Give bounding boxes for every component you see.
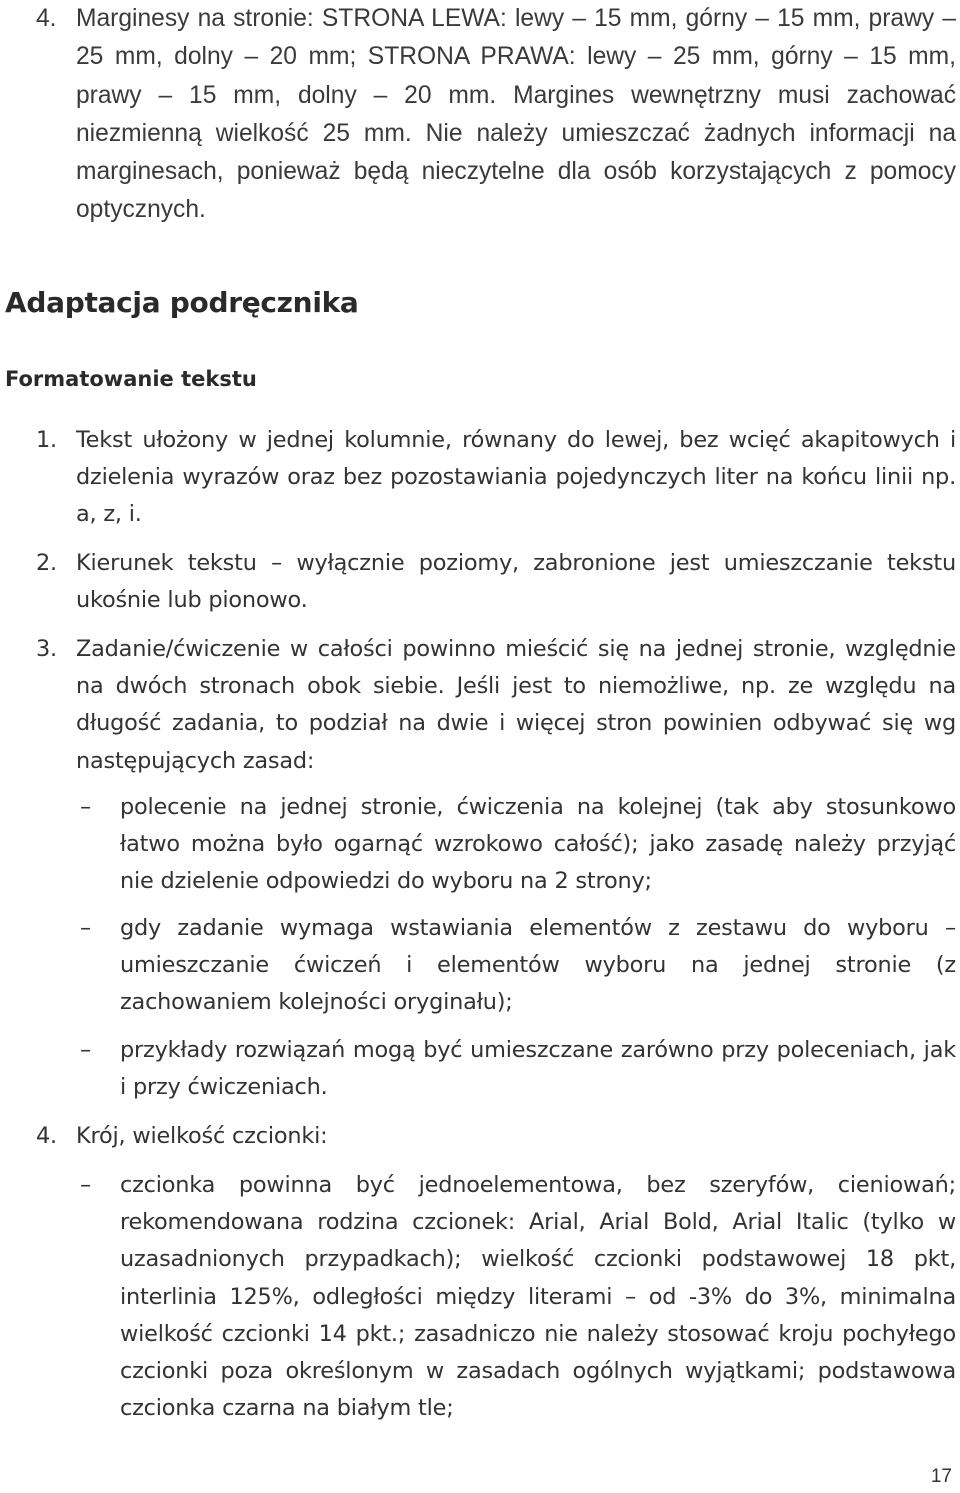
sub-list-item (80, 1167, 956, 1427)
list-item-margins (36, 0, 956, 230)
list-item-text: Tekst ułożony w jednej kolumnie, równany do lewej, bez wcięć akapitowych i dzielenia wyrazów oraz bez pozostawiania pojedynczych liter na końcu linii np. a, z, i. (76, 427, 956, 528)
sub-list-item (80, 910, 956, 1022)
sub-list-item (80, 789, 956, 901)
dash-marker: – (80, 1037, 91, 1063)
subsection-heading: Formatowanie tekstu (5, 367, 257, 391)
list-item-2 (36, 545, 956, 619)
list-number: 2. (36, 550, 57, 576)
list-item-text: Kierunek tekstu – wyłącznie poziomy, zabronione jest umieszczanie tekstu ukośnie lub pionowo. (76, 550, 956, 614)
sub-list-item-text: przykłady rozwiązań mogą być umieszczane zarówno przy poleceniach, jak i przy ćwiczeniach. (120, 1037, 956, 1101)
dash-marker: – (80, 915, 91, 941)
list-number: 3. (36, 636, 57, 662)
sub-list-item-text: gdy zadanie wymaga wstawiania elementów z zestawu do wyboru – umieszczanie ćwiczeń i elementów wyboru na jednej stronie (z zachowaniem kolejności oryginału); (120, 915, 956, 1016)
list-number: 4. (36, 5, 57, 32)
sub-list-item (80, 1032, 956, 1106)
sub-list-item-text: czcionka powinna być jednoelementowa, bez szeryfów, cieniowań; rekomendowana rodzina czcionek: Arial, Arial Bold, Arial Italic (tylko w uzasadnionych przypadkach); wielkość czcionki podstawowej 18 pkt, interlinia 125%, odległości między literami – od -3% do 3%, minimalna wielkość czcionki 14 pkt.; zasadniczo nie należy stosować kroju pochyłego czcionki poza określonym w zasadach ogólnych wyjątkami; podstawowa czcionka czarna na białym tle; (120, 1172, 956, 1422)
list-item-1 (36, 422, 956, 534)
list-number: 4. (36, 1123, 57, 1149)
list-item-3 (36, 631, 956, 780)
list-item-text: Zadanie/ćwiczenie w całości powinno mieścić się na jednej stronie, względnie na dwóch stronach obok siebie. Jeśli jest to niemożliwe, np. ze względu na długość zadania, to podział na dwie i więcej stron powinien odbywać się wg następujących zasad: (76, 636, 956, 774)
dash-marker: – (80, 794, 91, 820)
list-item-text: Marginesy na stronie: STRONA LEWA: lewy – 15 mm, górny – 15 mm, prawy – 25 mm, dolny – 20 mm; STRONA PRAWA: lewy – 25 mm, górny – 15 mm, prawy – 15 mm, dolny – 20 mm. Margines wewnętrzny musi zachować niezmienną wielkość 25 mm. Nie należy umieszczać żadnych informacji na marginesach, ponieważ będą nieczytelne dla osób korzystających z pomocy optycznych. (76, 5, 956, 224)
section-heading: Adaptacja podręcznika (5, 286, 359, 319)
list-number: 1. (36, 427, 57, 453)
dash-marker: – (80, 1172, 91, 1198)
list-item-text: Krój, wielkość czcionki: (76, 1123, 328, 1149)
list-item-4 (36, 1118, 956, 1155)
sub-list-item-text: polecenie na jednej stronie, ćwiczenia na kolejnej (tak aby stosunkowo łatwo można było ogarnąć wzrokowo całość); jako zasadę należy przyjąć nie dzielenie odpowiedzi do wyboru na 2 strony; (120, 794, 956, 895)
page-number: 17 (930, 1466, 952, 1487)
